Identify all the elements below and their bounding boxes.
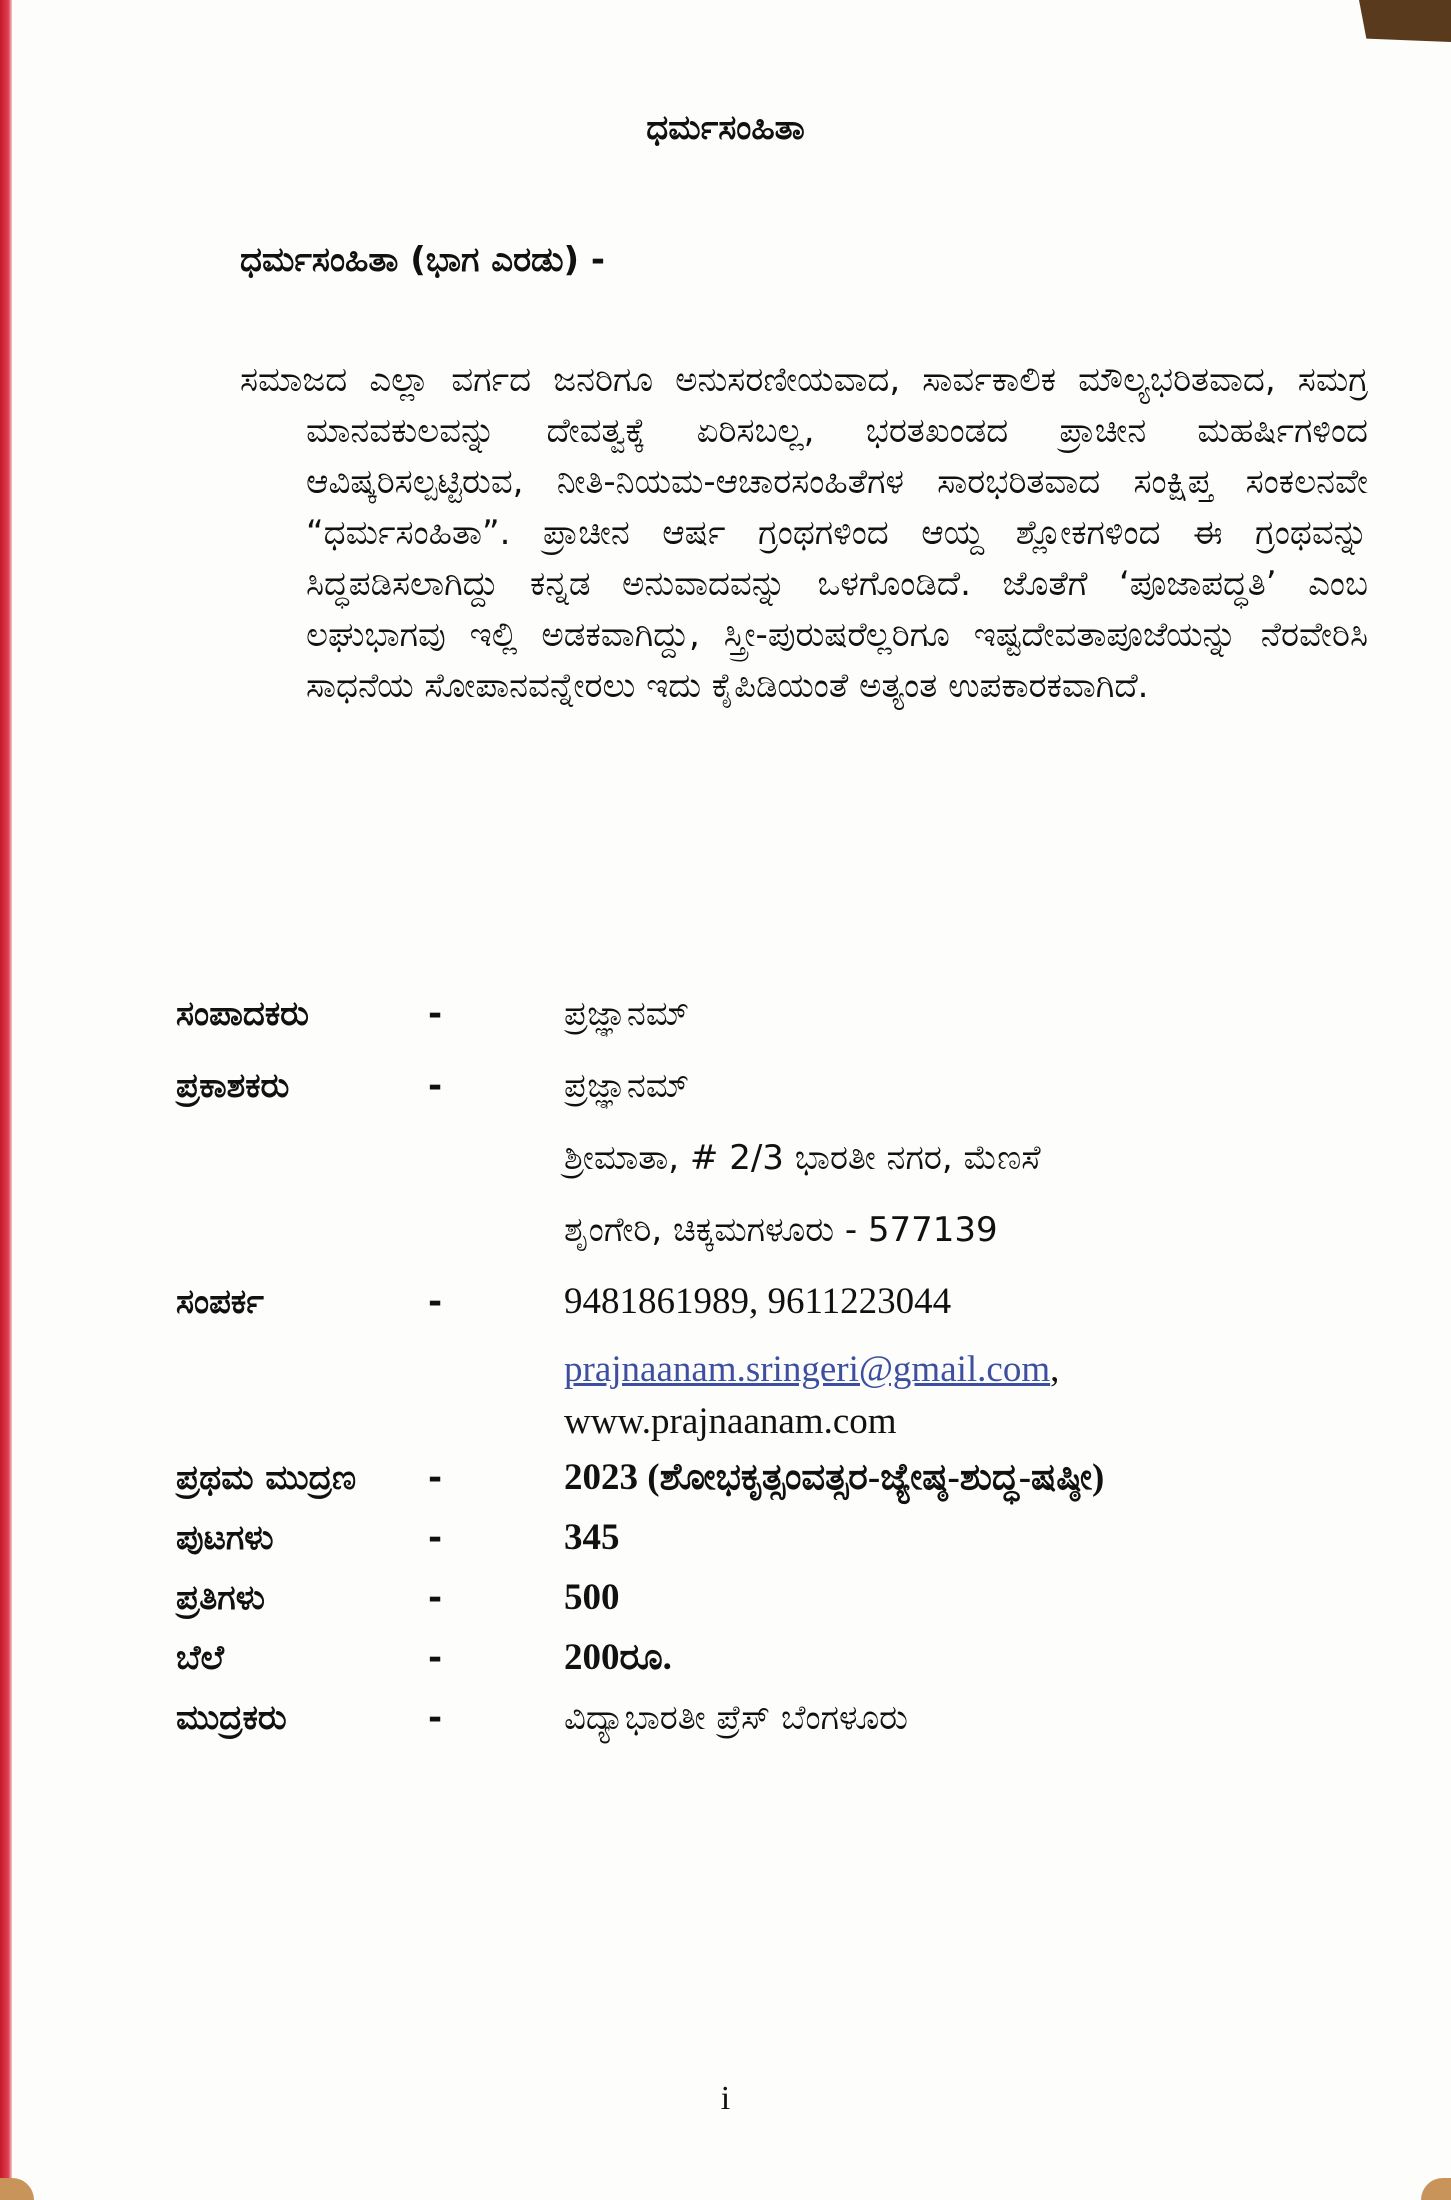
editors-row	[176, 988, 1326, 1040]
publisher-name: ಪ್ರಜ್ಞಾನಮ್	[564, 1066, 690, 1106]
email-suffix: ,	[1050, 1349, 1060, 1390]
separator: -	[428, 1698, 443, 1738]
top-right-corner-shadow	[1359, 0, 1451, 42]
page-subtitle: ಧರ್ಮಸಂಹಿತಾ (ಭಾಗ ಎರಡು) -	[240, 240, 606, 280]
pages-row	[176, 1512, 1326, 1564]
printers-row	[176, 1692, 1326, 1744]
printers-value: ವಿದ್ಯಾಭಾರತೀ ಪ್ರೆಸ್ ಬೆಂಗಳೂರು	[564, 1698, 908, 1738]
contact-label: ಸಂಪರ್ಕ	[176, 1282, 264, 1322]
bottom-left-corner	[0, 2178, 34, 2200]
editors-label: ಸಂಪಾದಕರು	[176, 994, 309, 1034]
separator: -	[428, 994, 443, 1034]
publisher-address-line1: ಶ್ರೀಮಾತಾ, # 2/3 ಭಾರತೀ ನಗರ, ಮೆಣಸೆ	[564, 1138, 1041, 1178]
contact-email-line	[564, 1344, 1326, 1396]
copies-label: ಪ್ರತಿಗಳು	[176, 1578, 265, 1618]
price-label: ಬೆಲೆ	[176, 1638, 224, 1678]
copies-value: 500	[564, 1577, 620, 1618]
email-link[interactable]: prajnaanam.sringeri@gmail.com	[564, 1349, 1051, 1390]
pages-value: 345	[564, 1517, 620, 1558]
publishers-row	[176, 1060, 1326, 1256]
page-number: i	[720, 2080, 731, 2117]
publisher-address-line2: ಶೃಂಗೇರಿ, ಚಿಕ್ಕಮಗಳೂರು - 577139	[564, 1210, 998, 1250]
bottom-right-corner	[1421, 2178, 1451, 2200]
separator: -	[428, 1282, 443, 1322]
price-row	[176, 1632, 1326, 1684]
contact-website[interactable]: www.prajnaanam.com	[564, 1401, 897, 1442]
red-page-edge	[0, 0, 12, 2200]
separator: -	[428, 1518, 443, 1558]
editors-value: ಪ್ರಜ್ಞಾನಮ್	[564, 994, 690, 1034]
intro-paragraph: ಸಮಾಜದ ಎಲ್ಲಾ ವರ್ಗದ ಜನರಿಗೂ ಅನುಸರಣೀಯವಾದ, ಸಾರ್ವಕಾಲಿಕ ಮೌಲ್ಯಭರಿತವಾದ, ಸಮಗ್ರ ಮಾನವಕುಲವನ್ನು ದೇವತ್ವಕ್ಕೆ ಏರಿಸಬಲ್ಲ, ಭರತಖಂಡದ ಪ್ರಾಚೀನ ಮಹರ್ಷಿಗಳಿಂದ ಆವಿಷ್ಕರಿಸಲ್ಪಟ್ಟಿರುವ, ನೀತಿ-ನಿಯಮ-ಆಚಾರಸಂಹಿತೆಗಳ ಸಾರಭರಿತವಾದ ಸಂಕ್ಷಿಪ್ತ ಸಂಕಲನವೇ “ಧರ್ಮಸಂಹಿತಾ”. ಪ್ರಾಚೀನ ಆರ್ಷ ಗ್ರಂಥಗಳಿಂದ ಆಯ್ದ ಶ್ಲೋಕಗಳಿಂದ ಈ ಗ್ರಂಥವನ್ನು ಸಿದ್ಧಪಡಿಸಲಾಗಿದ್ದು ಕನ್ನಡ ಅನುವಾದವನ್ನು ಒಳಗೊಂಡಿದೆ. ಜೊತೆಗೆ ‘ಪೂಜಾಪದ್ಧತಿ’ ಎಂಬ ಲಘುಭಾಗವು ಇಲ್ಲಿ ಅಡಕವಾಗಿದ್ದು, ಸ್ತ್ರೀ-ಪುರುಷರೆಲ್ಲರಿಗೂ ಇಷ್ಟದೇವತಾಪೂಜೆಯನ್ನು ನೆರವೇರಿಸಿ ಸಾಧನೆಯ ಸೋಪಾನವನ್ನೇರಲು ಇದು ಕೈಪಿಡಿಯಂತೆ ಅತ್ಯಂತ ಉಪಕಾರಕವಾಗಿದೆ.	[240, 360, 1368, 706]
first-print-row	[176, 1452, 1326, 1504]
publication-details	[176, 988, 1326, 1744]
contact-phones: 9481861989, 9611223044	[564, 1281, 952, 1322]
separator: -	[428, 1638, 443, 1678]
separator: -	[428, 1458, 443, 1498]
first-print-value: 2023 (ಶೋಭಕೃತ್ಸಂವತ್ಸರ-ಜ್ಯೇಷ್ಠ-ಶುದ್ಧ-ಷಷ್ಠೀ)	[564, 1457, 1105, 1498]
copies-row	[176, 1572, 1326, 1624]
publishers-label: ಪ್ರಕಾಶಕರು	[176, 1066, 290, 1106]
separator: -	[428, 1066, 443, 1106]
contact-row	[176, 1276, 1326, 1448]
price-value: 200ರೂ.	[564, 1637, 672, 1678]
pages-label: ಪುಟಗಳು	[176, 1518, 274, 1558]
separator: -	[428, 1578, 443, 1618]
printers-label: ಮುದ್ರಕರು	[176, 1698, 287, 1738]
page-title: ಧರ್ಮಸಂಹಿತಾ	[646, 108, 805, 148]
first-print-label: ಪ್ರಥಮ ಮುದ್ರಣ	[176, 1458, 357, 1498]
